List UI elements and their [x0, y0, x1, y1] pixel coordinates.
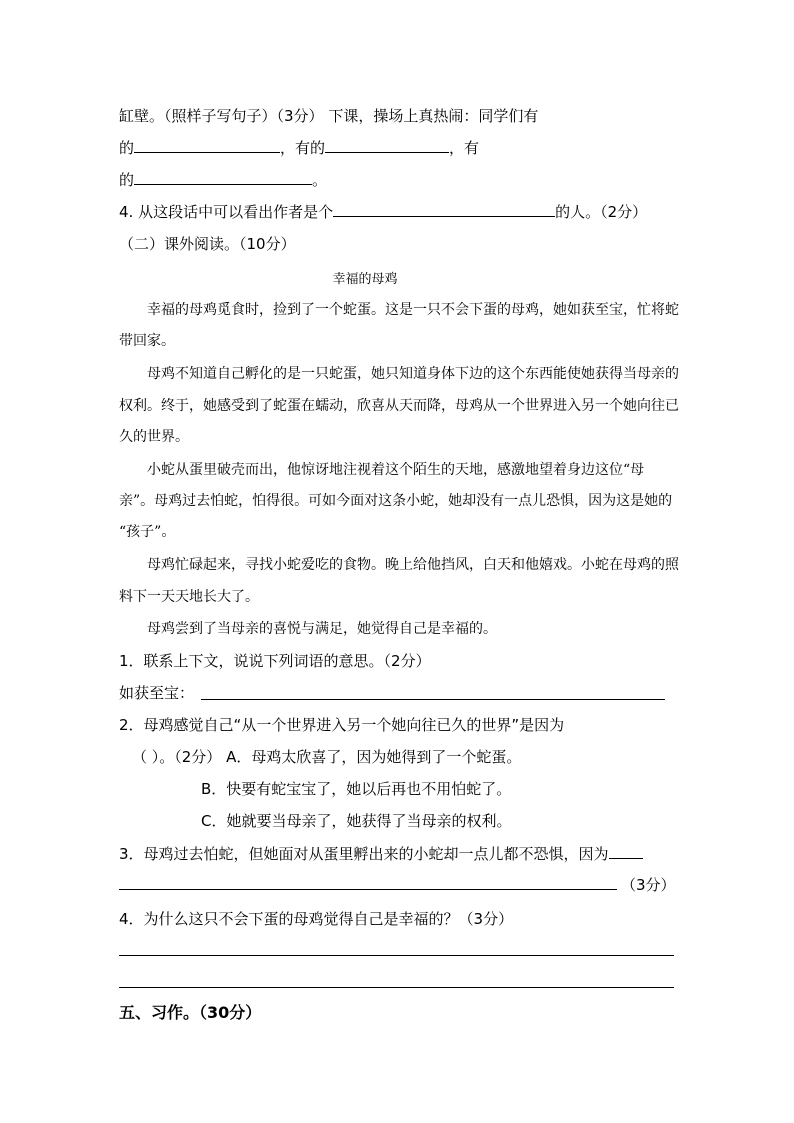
question-4-top — [119, 202, 647, 222]
paragraph-3-line-3: “孩子”。 — [119, 524, 176, 540]
text: 的人。（2分） — [555, 203, 648, 221]
question-3 — [119, 844, 643, 864]
question-2-choice-c: C．她就要当母亲了，她获得了当母亲的权利。 — [201, 812, 512, 830]
section-heading-writing: 五、习作。（30分） — [119, 1003, 262, 1022]
answer-line-q4-2[interactable] — [119, 987, 674, 988]
sentence-line-1: 缸壁。（照样子写句子）（3分） 下课，操场上真热闹：同学们有 — [119, 107, 539, 125]
paragraph-1-line-1: 幸福的母鸡觅食时，捡到了一个蛇蛋。这是一只不会下蛋的母鸡，她如获至宝，忙将蛇 — [147, 302, 679, 318]
story-title: 幸福的母鸡 — [332, 272, 398, 287]
answer-blank-4[interactable] — [333, 202, 555, 217]
section-heading-extra-reading: （二）课外阅读。（10分） — [119, 235, 296, 253]
answer-blank-2[interactable] — [325, 138, 449, 153]
word-label: 如获至宝： — [119, 684, 195, 702]
text: ，有 — [449, 139, 480, 157]
sentence-line-3 — [119, 170, 327, 190]
question-1-answer-row — [119, 683, 194, 703]
answer-line-q3[interactable] — [119, 889, 617, 890]
question-1: 1．联系上下文，说说下列词语的意思。（2分） — [119, 652, 431, 670]
paragraph-3-line-2: 亲”。母鸡过去怕蛇，怕得很。可如今面对这条小蛇，她却没有一点儿恐惧，因为这是她的 — [119, 493, 673, 509]
paragraph-4-line-2: 料下一天天地长大了。 — [119, 589, 259, 605]
text: 的 — [119, 171, 135, 189]
answer-line-q1[interactable] — [201, 699, 665, 700]
answer-blank-q3a[interactable] — [609, 844, 643, 859]
paragraph-1-line-2: 带回家。 — [119, 333, 175, 349]
paragraph-5-line-1: 母鸡尝到了当母亲的喜悦与满足，她觉得自己是幸福的。 — [147, 621, 497, 637]
text: ，有的 — [280, 139, 326, 157]
paragraph-2-line-3: 久的世界。 — [119, 429, 189, 445]
question-2: 2．母鸡感觉自己“从一个世界进入另一个她向往已久的世界”是因为 — [119, 716, 565, 734]
text: 4. 从这段话中可以看出作者是个 — [119, 203, 334, 221]
paragraph-4-line-1: 母鸡忙碌起来，寻找小蛇爱吃的食物。晚上给他挡风，白天和他嬉戏。小蛇在母鸡的照 — [147, 557, 679, 573]
question-3-score: （3分） — [621, 876, 676, 894]
paragraph-2-line-2: 权利。终于，她感受到了蛇蛋在蠕动，欣喜从天而降，母鸡从一个世界进入另一个她向往已 — [119, 398, 679, 414]
answer-blank-3[interactable] — [134, 170, 312, 185]
paragraph-2-line-1: 母鸡不知道自己孵化的是一只蛇蛋，她只知道身体下边的这个东西能使她获得当母亲的 — [147, 366, 679, 382]
question-2-choice-a: （ ）。（2分） A．母鸡太欣喜了，因为她得到了一个蛇蛋。 — [132, 748, 522, 766]
text: 3．母鸡过去怕蛇，但她面对从蛋里孵出来的小蛇却一点儿都不恐惧，因为 — [119, 845, 609, 863]
sentence-line-2 — [119, 138, 479, 158]
text: 。 — [312, 171, 328, 189]
answer-blank-1[interactable] — [134, 138, 280, 153]
answer-line-q4-1[interactable] — [119, 955, 674, 956]
text: 的 — [119, 139, 135, 157]
question-2-choice-b: B．快要有蛇宝宝了，她以后再也不用怕蛇了。 — [201, 780, 512, 798]
paragraph-3-line-1: 小蛇从蛋里破壳而出，他惊讶地注视着这个陌生的天地，感激地望着身边这位“母 — [147, 462, 645, 478]
question-4: 4．为什么这只不会下蛋的母鸡觉得自己是幸福的？（3分） — [119, 910, 514, 928]
